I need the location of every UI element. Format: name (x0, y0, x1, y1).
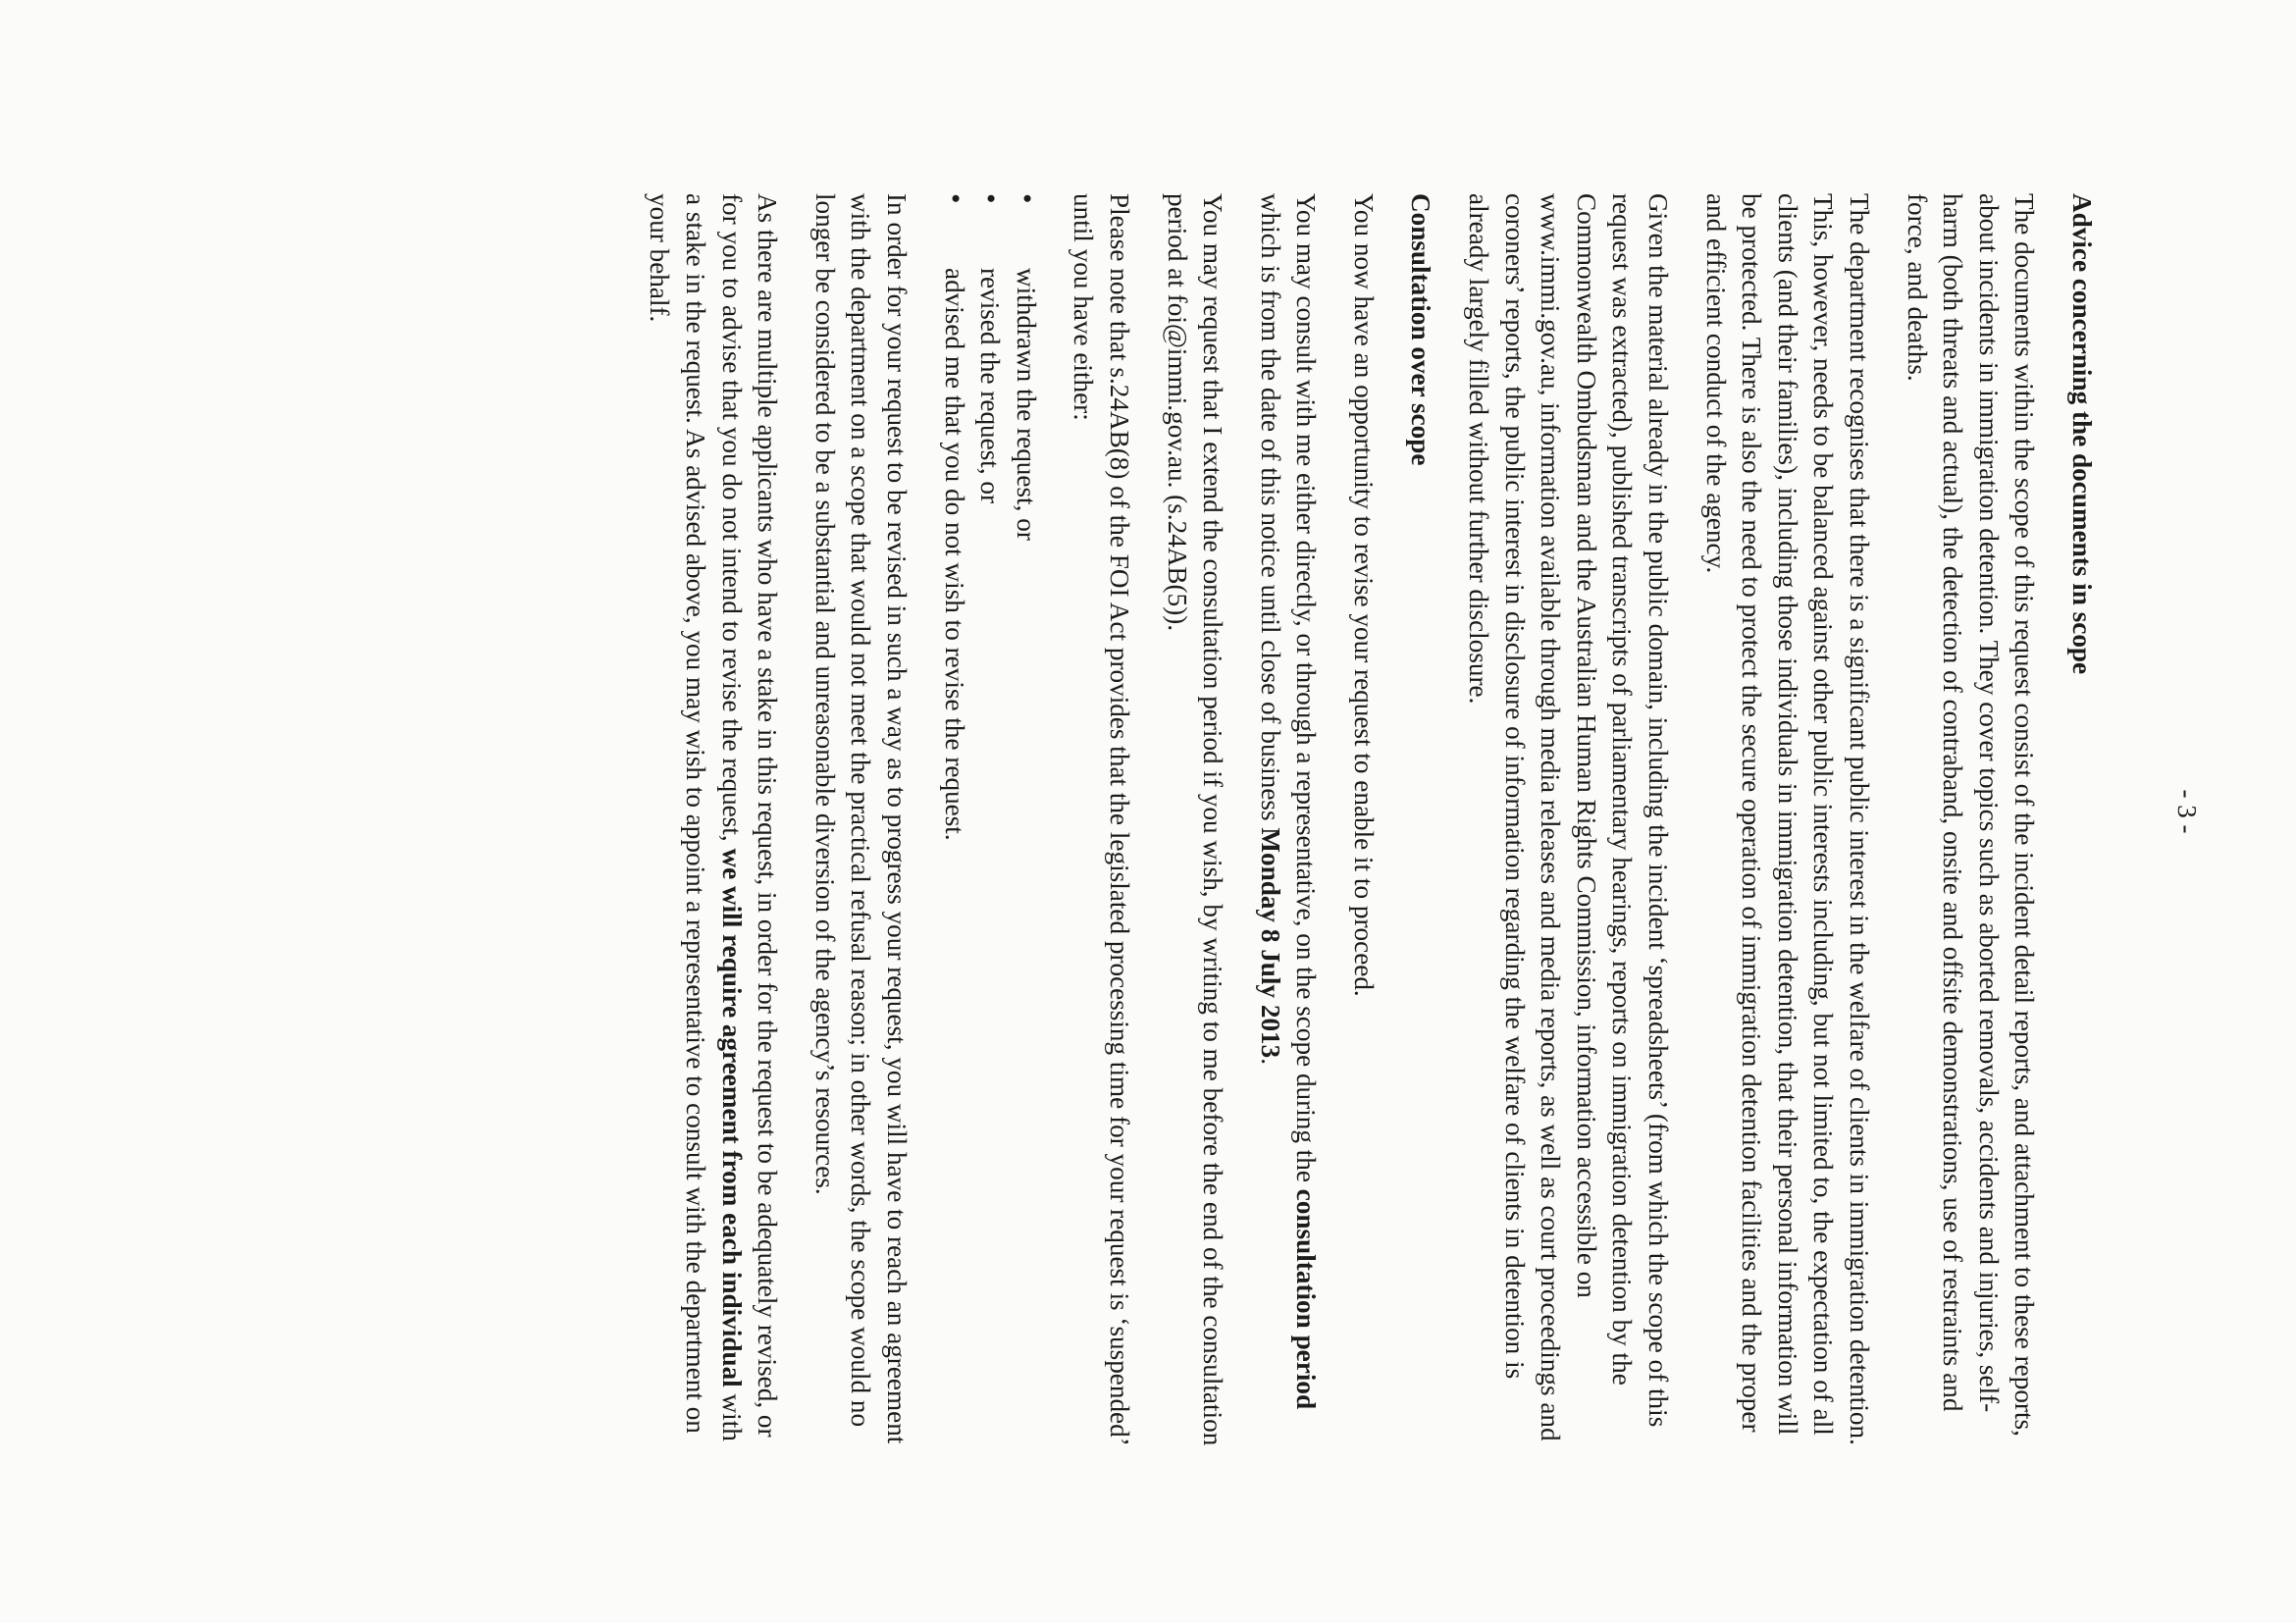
paragraph-multiple-applicants (642, 193, 785, 1459)
paragraph-revision-agreement: In order for your request to be revised in such a way as to progress your request, you will have to reach an agreement with the department on a scope that would not meet the practical refusal reason; in other words, the scope would no longer be considered to be a substantial and unreasonable diversion of the agency’s resources. (809, 193, 912, 1444)
section-heading-consultation: Consultation over scope (1406, 193, 1436, 466)
text-run: with a stake in the request. As advised above, you may wish to appoint a representative to consult with the department on your behalf. (645, 193, 747, 1441)
bold-consultation-period: consultation period (1291, 1188, 1322, 1410)
page-number: - 3 - (2172, 789, 2202, 834)
paragraph-public-domain-material: Given the material already in the public domain, including the incident ‘spreadsheets’ (from which the scope of this request was extracted), published transcripts of parliamentary hearings, reports on immigration detention by the Commonwealth Ombudsman and the Australian Human Rights Commission, information accessible on www.immi.gov.au, information available through media releases and media reports, as well as court proceedings and coroners’ reports, the public interest in disclosure of information regarding the welfare of clients in detention is already largely filled without further disclosure. (1464, 193, 1674, 1441)
text-run: As there are multiple applicants who have a stake in this request, in order for the request to be adequately revised, or for you to advise that you do not intend to revise the request, (716, 193, 783, 1438)
paragraph-public-interest: The department recognises that there is a significant public interest in the welfare of clients in immigration detention. This, however, needs to be balanced against other public interests including, but not limited to, the expectation of all clients (and their families), including those individuals in immigration detention, that their personal information will be protected. There is also the need to protect the secure operation of immigration detention facilities and the proper and efficient conduct of the agency. (1700, 193, 1875, 1445)
bold-deadline-date: Monday 8 July 2013 (1255, 827, 1285, 1059)
text-run: You may consult with me either directly, or through a representative, on the scope during the (1291, 193, 1322, 1189)
paragraph-processing-suspended: Please note that s.24AB(8) of the FOI Act provides that the legislated processing time for your request is ‘suspended’ until you have either: (1069, 193, 1134, 1444)
paragraph-extend-period: You may request that I extend the consultation period if you wish, by writing to me before the end of the consultation period at foi@immi.gov.au. (s.24AB(5)). (1162, 193, 1228, 1446)
document-body (620, 193, 2100, 1459)
list-item: • advised me that you do not wish to revise the request. (936, 268, 972, 1459)
text-run: which is from the date of this notice until close of business (1255, 193, 1285, 828)
text-run: . (1255, 1058, 1285, 1066)
paragraph-documents-description: The documents within the scope of this request consist of the incident detail reports, and attachment to these reports, about incidents in immigration detention. They cover topics such as aborted removals, accidents and injuries, self-harm (both threats and actual), the detection of contraband, onsite and offsite demonstrations, use of restraints and force, and deaths. (1902, 193, 2040, 1437)
paragraph-opportunity-to-revise: You now have an opportunity to revise your request to enable it to proceed. (1348, 193, 1379, 997)
section-heading-documents-in-scope: Advice concerning the documents in scope (2067, 193, 2097, 675)
bullet-list-options (936, 193, 1044, 1459)
bold-agreement-requirement: we will require agreement from each individual (716, 848, 747, 1387)
paragraph-consultation-period (1252, 193, 1324, 1459)
list-item: • revised the request, or (972, 268, 1009, 1459)
list-item: • withdrawn the request, or (1008, 268, 1044, 1459)
